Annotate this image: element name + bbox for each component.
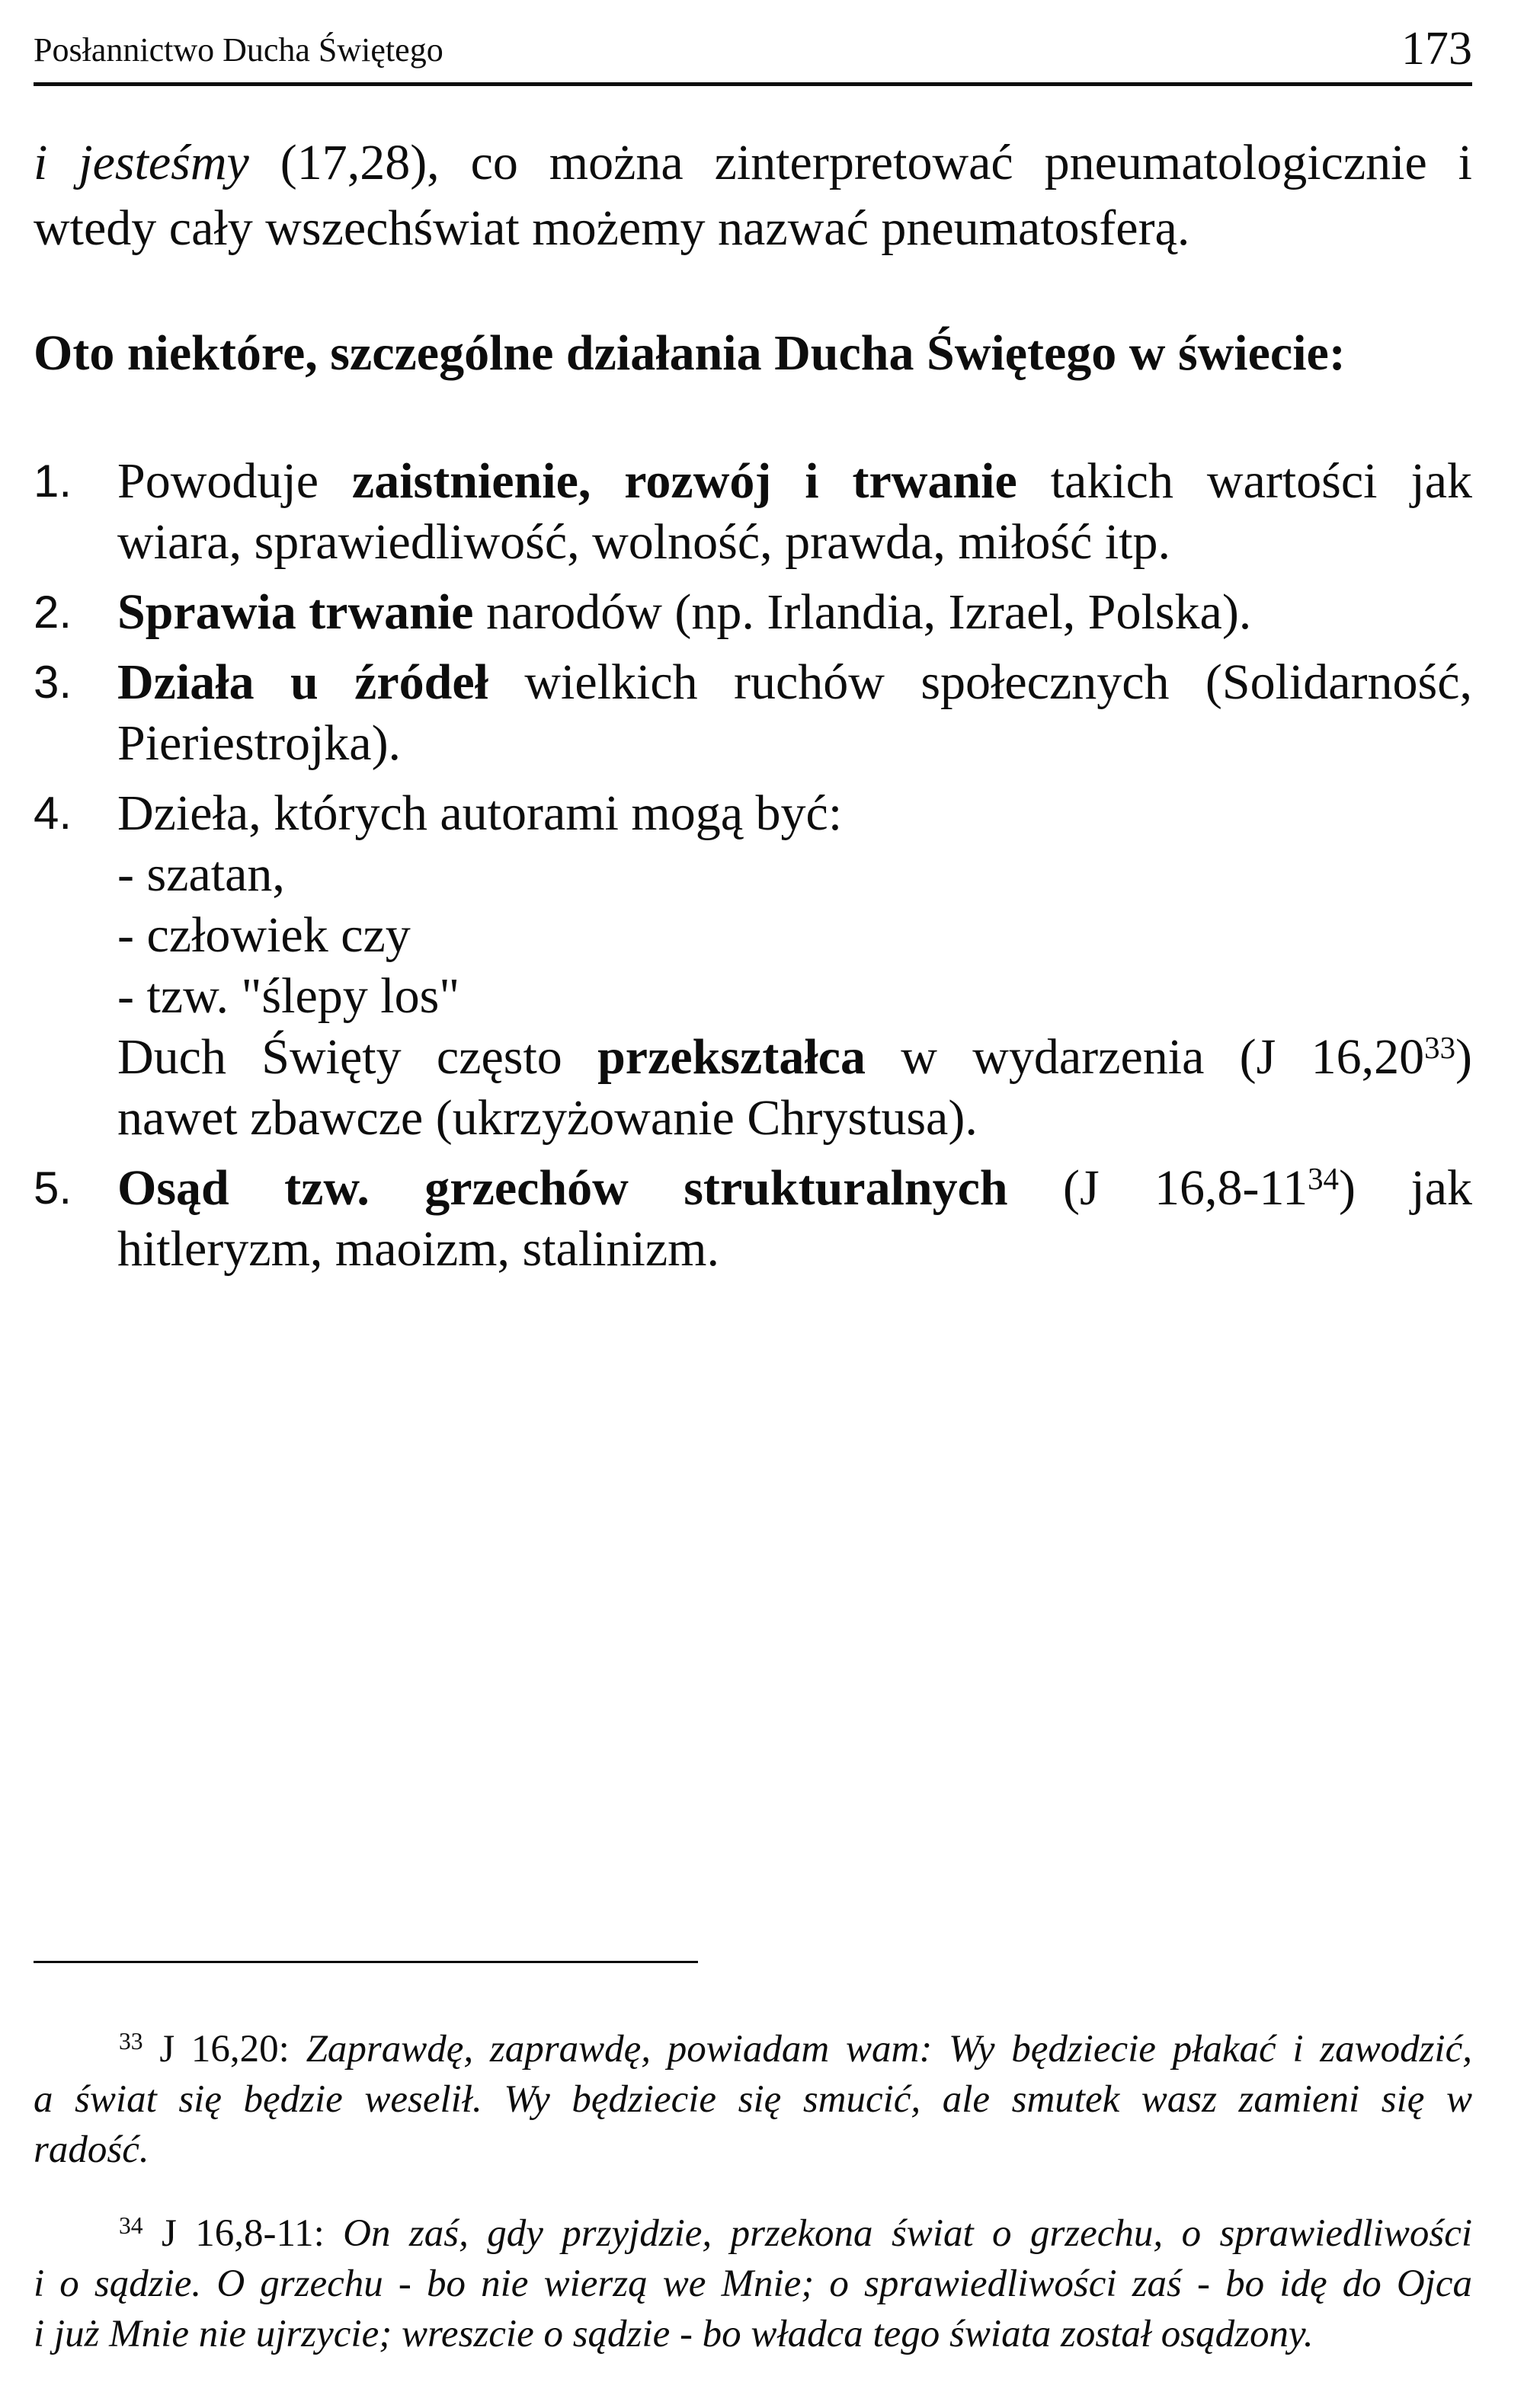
text-run: Duch Święty często <box>117 1029 598 1085</box>
text-line <box>34 2208 1472 2259</box>
italic-run: On zaś, gdy przyjdzie, przekona świat o grzechu, o sprawiedliwości <box>343 2212 1472 2255</box>
italic-quote: i jesteśmy <box>34 135 249 190</box>
text-line <box>117 652 1472 713</box>
page-number: 173 <box>1401 23 1472 75</box>
list-item <box>34 451 1472 573</box>
list-number: 5. <box>34 1162 72 1214</box>
list-item <box>34 783 1472 1149</box>
running-title: Posłannictwo Ducha Świętego <box>34 31 443 69</box>
text-run: w wydarzenia (J 16,20 <box>865 1029 1425 1085</box>
text-line: nawet zbawcze (ukrzyżowanie Chrystusa). <box>117 1090 978 1146</box>
list-item-text <box>117 451 1472 573</box>
footnote-ref: J 16,8-11: <box>142 2212 344 2255</box>
text-run: ) <box>1455 1029 1473 1085</box>
text-line <box>34 130 1472 196</box>
section-heading: Oto niektóre, szczególne działania Ducha Świętego w świecie: <box>34 325 1346 381</box>
text-line <box>34 2024 1472 2074</box>
footnote <box>34 2208 1472 2359</box>
list-item-text <box>117 652 1472 774</box>
text-line: hitleryzm, maoizm, stalinizm. <box>117 1221 719 1277</box>
footnote <box>34 2024 1472 2175</box>
bold-run: Działa u źródeł <box>117 654 489 710</box>
header-rule <box>34 82 1472 86</box>
list-item <box>34 652 1472 774</box>
text-run: (17,28), co można zinterpretować pneumatologicznie i <box>248 135 1472 190</box>
bold-run: zaistnienie, rozwój i trwanie <box>351 453 1017 509</box>
list-item-text <box>117 582 1472 643</box>
list-item <box>34 1158 1472 1280</box>
text-line: Pieriestrojka). <box>117 715 402 771</box>
footnote-mark: 33 <box>119 2028 143 2055</box>
text-line <box>117 1158 1472 1219</box>
text-run: takich wartości jak <box>1017 453 1473 509</box>
numbered-list <box>34 451 1472 1280</box>
italic-run: Zaprawdę, zaprawdę, powiadam wam: Wy będziecie płakać i zawodzić, <box>306 2028 1472 2071</box>
list-number: 4. <box>34 788 72 839</box>
bold-run: Osąd tzw. grzechów strukturalnych <box>117 1160 1008 1216</box>
intro-paragraph <box>34 130 1472 261</box>
footnote-reference: 34 <box>1308 1161 1339 1196</box>
footnote-reference: 33 <box>1424 1030 1456 1065</box>
text-line: i już Mnie nie ujrzycie; wreszcie o sądzie - bo władca tego świata został osądzony. <box>34 2313 1314 2355</box>
text-line <box>117 582 1472 643</box>
text-line: i o sądzie. O grzechu - bo nie wierzą we Mnie; o sprawiedliwości zaś - bo idę do Ojca <box>34 2262 1472 2305</box>
sub-item: - szatan, <box>117 846 285 902</box>
bold-run: Sprawia trwanie <box>117 584 474 640</box>
list-number: 3. <box>34 657 72 708</box>
list-item-text <box>117 1158 1472 1280</box>
footnote-ref: J 16,20: <box>142 2028 306 2071</box>
text-run: (J 16,8-11 <box>1007 1160 1308 1216</box>
text-run: Powoduje <box>117 453 352 509</box>
list-number: 2. <box>34 587 72 638</box>
text-line: wtedy cały wszechświat możemy nazwać pneumatosferą. <box>34 200 1190 256</box>
text-run: ) jak <box>1339 1160 1472 1216</box>
list-number: 1. <box>34 456 72 507</box>
text-line <box>117 451 1472 512</box>
bold-run: przekształca <box>597 1029 866 1085</box>
sub-item: - tzw. "ślepy los" <box>117 968 460 1024</box>
footnote-mark: 34 <box>119 2212 143 2240</box>
list-item <box>34 582 1472 643</box>
text-line: Dzieła, których autorami mogą być: <box>117 785 843 841</box>
text-line: wiara, sprawiedliwość, wolność, prawda, miłość itp. <box>117 514 1171 570</box>
list-item-text <box>117 783 1472 1149</box>
text-run: narodów (np. Irlandia, Izrael, Polska). <box>473 584 1252 640</box>
footnote-rule <box>34 1961 698 1963</box>
text-run: wielkich ruchów społecznych (Solidarność, <box>488 654 1472 710</box>
sub-item: - człowiek czy <box>117 907 411 963</box>
text-line <box>117 1027 1472 1088</box>
text-line: radość. <box>34 2128 149 2171</box>
text-line: a świat się będzie weselił. Wy będziecie się smucić, ale smutek wasz zamieni się w <box>34 2078 1472 2121</box>
